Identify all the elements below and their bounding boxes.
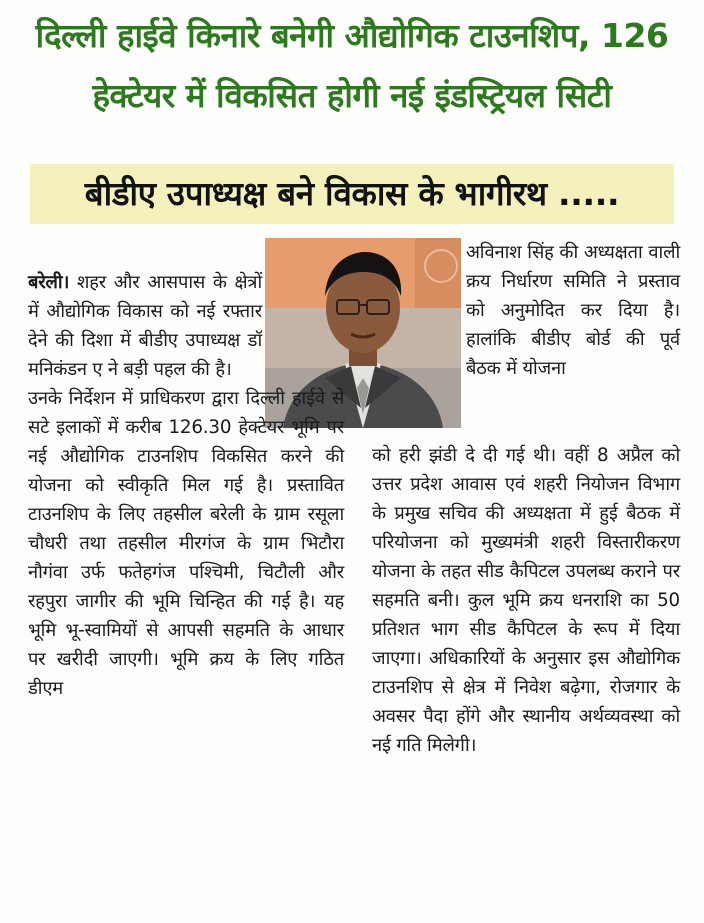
right-top-text: अविनाश सिंह की अध्यक्षता वाली क्रय निर्धारण समिति ने प्रस्ताव को अनुमोदित कर दिया है। हालांकि बीडीए बोर्ड की पूर्व बैठक में योजना <box>466 242 680 379</box>
article-column-left <box>28 268 344 703</box>
subheadline: बीडीए उपाध्यक्ष बने विकास के भागीरथ ..... <box>84 174 620 213</box>
article-column-right-top <box>466 238 680 383</box>
headline-line-2: हेक्टेयर में विकसित होगी नई इंडस्ट्रियल सिटी <box>92 76 612 115</box>
left-lead: शहर और आसपास के क्षेत्रों में औद्योगिक विकास को नई रफ्तार देने की दिशा में बीडीए उपाध्यक्ष डॉ मनिकंडन ए ने बड़ी पहल की है। <box>28 272 262 380</box>
headline-line-1: दिल्ली हाईवे किनारे बनेगी औद्योगिक टाउनशिप, 126 <box>35 16 669 55</box>
left-lead-text <box>28 268 344 384</box>
dateline: बरेली। <box>28 272 70 293</box>
left-body: उनके निर्देशन में प्राधिकरण द्वारा दिल्ली हाईवे से सटे इलाकों में करीब 126.30 हेक्टेयर भूमि पर नई औद्योगिक टाउनशिप विकसित करने की योजना को स्वीकृति मिल गई है। प्रस्तावित टाउनशिप के लिए तहसील बरेली के ग्राम रसूला चौधरी तथा तहसील मीरगंज के ग्राम भिटौरा नौगंवा उर्फ फतेहगंज पश्चिमी, चिटौली और रहपुरा जागीर की भूमि चिन्हित की गई है। यह भूमि भू-स्वामियों से आपसी सहमति के आधार पर खरीदी जाएगी। भूमि क्रय के लिए गठित डीएम <box>28 388 344 699</box>
right-body: को हरी झंडी दे दी गई थी। वहीं 8 अप्रैल को उत्तर प्रदेश आवास एवं शहरी नियोजन विभाग के प्रमुख सचिव की अध्यक्षता में हुई बैठक में परियोजना को मुख्यमंत्री शहरी विस्तारीकरण योजना के तहत सीड कैपिटल उपलब्ध कराने पर सहमति बनी। कुल भूमि क्रय धनराशि का 50 प्रतिशत भाग सीड कैपिटल के रूप में दिया जाएगा। अधिकारियों के अनुसार इस औद्योगिक टाउनशिप से क्षेत्र में निवेश बढ़ेगा, रोजगार के अवसर पैदा होंगे और स्थानीय अर्थव्यवस्था को नई गति मिलेगी। <box>372 445 680 756</box>
article-column-right <box>372 441 680 760</box>
headline <box>10 6 694 126</box>
